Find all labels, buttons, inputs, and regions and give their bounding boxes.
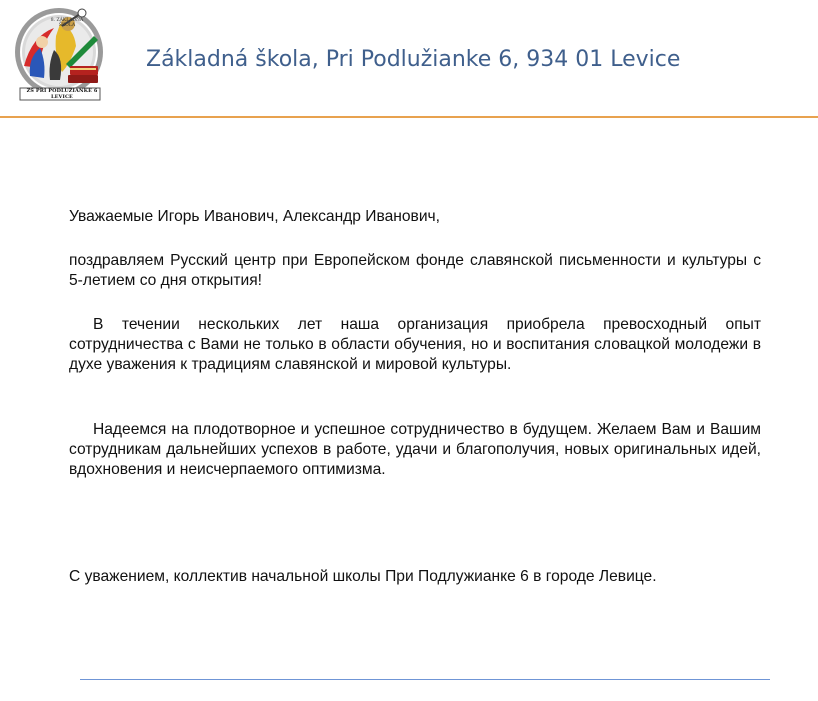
footer-divider: [80, 679, 770, 680]
logo-top-text: 8. ZÁKLADNÁ ŠKOLA: [50, 18, 84, 28]
letter-closing: С уважением, коллектив начальной школы При Подлужианке 6 в городе Левице.: [69, 568, 657, 585]
letter-salutation: Уважаемые Игорь Иванович, Александр Иванович,: [69, 208, 441, 225]
header-divider: [0, 116, 818, 118]
letter-paragraph-2: В течении нескольких лет наша организация приобрела превосходный опыт сотрудничества с Вами не только в области обучения, но и воспитания словацкой молодежи в духе уважения к традициям славянской и мировой культуры.: [69, 316, 761, 373]
letter-paragraph-1: поздравляем Русский центр при Европейском фонде славянской письменности и культуры с 5-летием со дня открытия!: [69, 252, 761, 289]
logo-caption: ZŠ PRI PODLUŽIANKE 6 LEVICE: [26, 88, 98, 100]
school-address-title: Základná škola, Pri Podlužianke 6, 934 01 Levice: [146, 47, 681, 72]
letter-paragraph-3: Надеемся на плодотворное и успешное сотрудничество в будущем. Желаем Вам и Вашим сотрудникам дальнейших успехов в работе, удачи и благополучия, новых оригинальных идей, вдохновения и неисчерпаемого оптимизма.: [69, 421, 761, 478]
